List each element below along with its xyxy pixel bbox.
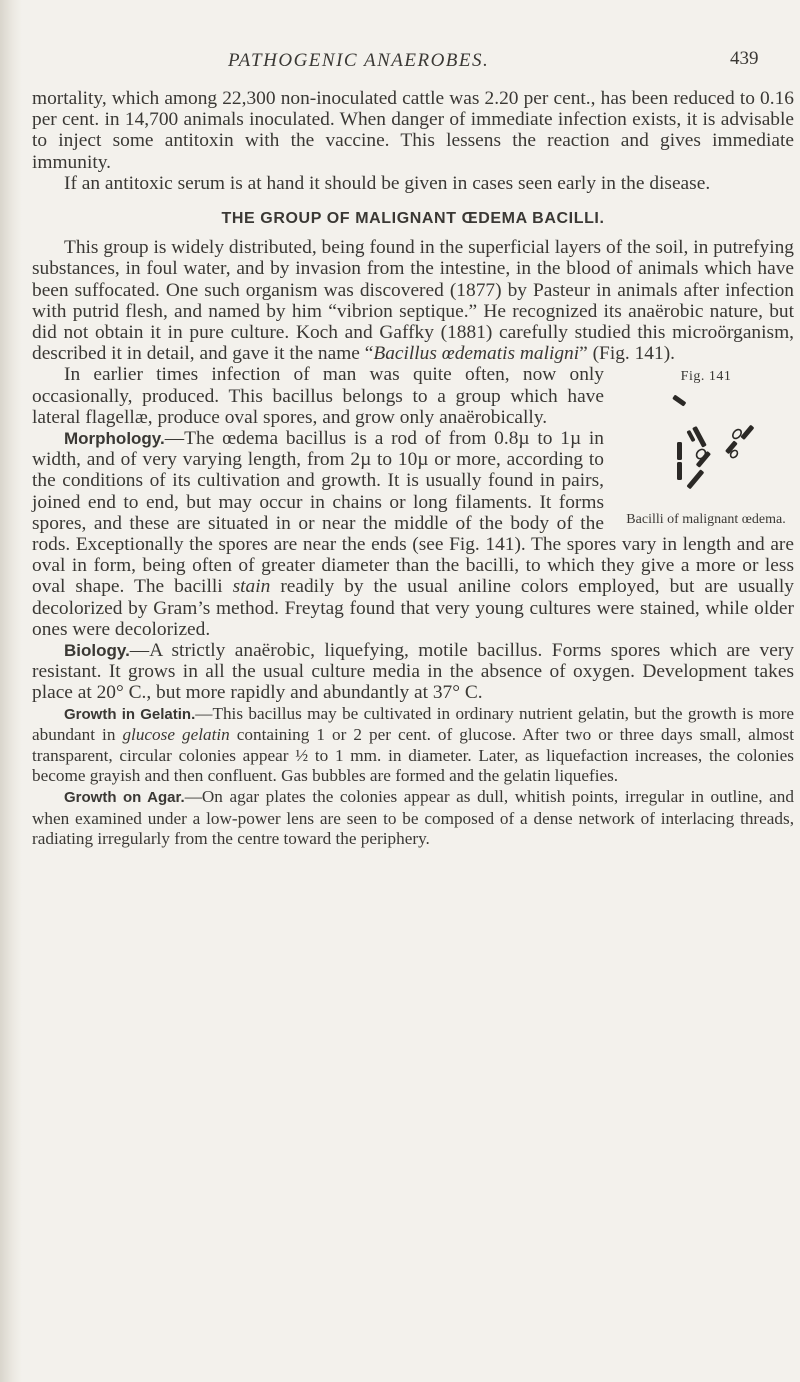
biology-text: —A strictly anaërobic, liquefying, motile bacillus. Forms spores which are very resistant. It grows in all the usual culture media in the absence of oxygen. Development takes place at 20° C., but more rapidly and abundantly at 37° C. bbox=[32, 640, 794, 704]
page-number: 439 bbox=[730, 48, 759, 69]
intro-paragraph-1: mortality, which among 22,300 non-inoculated cattle was 2.20 per cent., has been reduced to 0.16 per cent. in 14,700 animals inoculated. When danger of immediate infection exists, it is advisable to inject some antitoxin with the vaccine. This lessens the reaction and gives immediate immunity. bbox=[32, 88, 794, 173]
figure-141 bbox=[618, 366, 794, 526]
section-paragraph-1-end: ” (Fig. 141). bbox=[579, 343, 676, 365]
gelatin-emphasis: glucose gelatin bbox=[122, 725, 230, 745]
biology-paragraph bbox=[32, 640, 794, 704]
figure-label: Fig. 141 bbox=[680, 369, 732, 385]
figure-caption: Bacilli of malignant œdema. bbox=[626, 511, 786, 527]
agar-heading: Growth on Agar. bbox=[64, 789, 185, 807]
section-title: THE GROUP OF MALIGNANT ŒDEMA BACILLI. bbox=[221, 210, 605, 228]
bacillus-rod bbox=[686, 469, 704, 489]
gelatin-paragraph bbox=[32, 704, 794, 787]
agar-text: —On agar plates the colonies appear as dull, whitish points, irregular in outline, and when examined under a low-power lens are seen to be composed of a dense network of interlacing threads, radiating irregularly from the centre toward the periphery. bbox=[32, 787, 794, 849]
morphology-text: —The œdema bacillus is a rod of from 0.8µ to 1µ in width, and of very varying length, from 2µ to 10µ or more, according to the conditions of its cultivation and growth. It is usually found in pairs, joined end to end, but may occur in chains or long filaments. It forms spores, and these are situated in or near the middle of the body of the rods. Exceptionally the spores are near the ends (see Fig. 141). The spores vary in length and are oval in form, being often of greater diameter than the bacilli, to which they give a more or less oval shape. The bacilli bbox=[32, 428, 794, 598]
biology-heading: Biology. bbox=[64, 641, 130, 661]
section-paragraph-2: In earlier times infection of man was quite often, now only occasionally, produced. This bacillus belongs to a group which have lateral flagellæ, produce oval spores, and grow only anaërobically. bbox=[32, 364, 604, 428]
bacillus-rod bbox=[692, 426, 707, 448]
species-name: Bacillus œdematis maligni bbox=[373, 343, 580, 365]
bacillus-rod bbox=[740, 424, 754, 439]
morphology-text-2: readily by the usual aniline colors employed, but are usually decolorized by Gram’s method. Freytag found that very young cultures were stained, while older ones were decolorized. bbox=[32, 576, 795, 640]
gelatin-text: —This bacillus may be cultivated in ordinary nutrient gelatin, but the growth is more abundant in bbox=[32, 703, 795, 745]
gelatin-text-2: containing 1 or 2 per cent. of glucose. After two or three days small, almost transparent, circular colonies appear ½ to 1 mm. in diameter. Later, as liquefaction increases, the colonies become grayish and then confluent. Gas bubbles are formed and the gelatin liquefies. bbox=[32, 725, 794, 786]
morphology-stain: stain bbox=[232, 576, 271, 598]
morphology-heading: Morphology. bbox=[64, 429, 165, 449]
section-paragraph-1 bbox=[32, 237, 794, 364]
gelatin-heading: Growth in Gelatin. bbox=[64, 705, 196, 723]
bacillus-rod bbox=[696, 450, 711, 467]
bacilli-illustration bbox=[641, 392, 771, 510]
section-paragraph-1-text: This group is widely distributed, being found in the superficial layers of the soil, in putrefying substances, in foul water, and by invasion from the intestine, in the blood of animals which have been suffocated. One such organism was discovered (1877) by Pasteur in animals after infection with putrid flesh, and named by him “vibrion septique.” He recognized its anaërobic nature, but did not obtain it in pure culture. Koch and Gaffky (1881) carefully studied this microörganism, described it in detail, and gave it the name “ bbox=[32, 237, 794, 365]
body-text bbox=[32, 88, 794, 850]
bacillus-rod bbox=[672, 394, 686, 406]
bacillus-rod bbox=[677, 442, 682, 460]
agar-paragraph bbox=[32, 787, 794, 850]
bacillus-rod bbox=[677, 462, 682, 480]
intro-paragraph-2: If an antitoxic serum is at hand it should be given in cases seen early in the disease. bbox=[64, 172, 711, 194]
running-head: PATHOGENIC ANAEROBES. bbox=[228, 50, 490, 71]
page-spine-shadow bbox=[0, 0, 22, 1382]
bacillus-spore bbox=[731, 428, 743, 440]
